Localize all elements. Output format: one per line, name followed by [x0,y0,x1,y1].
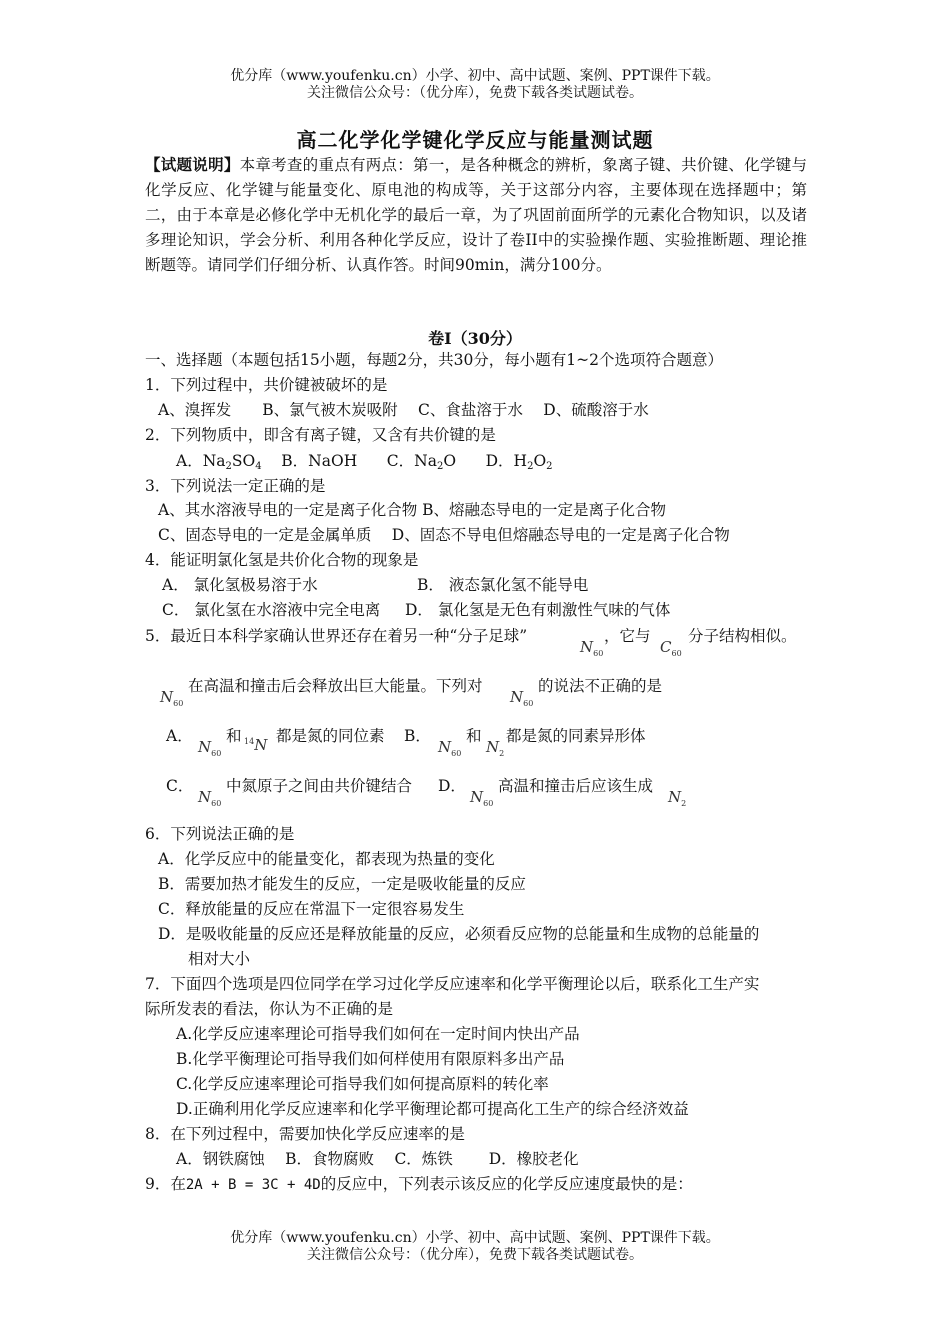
q5-a-n14: $^{14}$N [244,736,268,754]
q5-b-label: B． [404,727,431,745]
q6-option-d-2: 相对大小 [188,950,251,968]
q5-a-end: 都是氮的同位素 [276,727,385,745]
q8-stem: 8．在下列过程中，需要加快化学反应速率的是 [145,1125,465,1143]
footer-line-1: 优分库（www.youfenku.cn）小学、初中、高中试题、案例、PPT课件下载。 [230,1230,720,1246]
q5-c-label: C． [166,777,194,795]
q5-c-n60: $N_{60}$ [198,788,222,808]
q5-a-mid: 和 [226,727,242,745]
page-header [0,68,950,102]
q7-option-c: C.化学反应速率理论可指导我们如何提高原料的转化率 [176,1075,549,1093]
q6-stem: 6．下列说法正确的是 [145,825,295,843]
q1-stem: 1．下列过程中，共价键被破坏的是 [145,376,388,394]
q4-option-d: D． 氯化氢是无色有刺激性气味的气体 [405,601,671,619]
q5-line2-a: 在高温和撞击后会释放出巨大能量。下列对 [188,677,483,695]
q5-d-label: D． [438,777,466,795]
q5-formula-c60: $C_{60}$ [660,638,682,658]
q6-option-d-1: D．是吸收能量的反应还是释放能量的反应，必须看反应物的总能量和生成物的总能量的 [158,925,760,943]
header-line-1: 优分库（www.youfenku.cn）小学、初中、高中试题、案例、PPT课件下载。 [230,68,720,84]
q3-stem: 3．下列说法一定正确的是 [145,477,326,495]
q2-option-a: A．$Na_2SO_4$ [176,452,262,472]
q6-option-a: A．化学反应中的能量变化，都表现为热量的变化 [158,850,495,868]
q5-formula-n60-3: $N_{60}$ [510,688,534,708]
footer-line-2: 关注微信公众号：（优分库），免费下载各类试题试卷。 [307,1247,643,1263]
q4-option-c: C． 氯化氢在水溶液中完全电离 [162,601,381,619]
q5-stem-a: 5．最近日本科学家确认世界还存在着另一种“分子足球” [145,627,528,645]
q6-option-b: B．需要加热才能发生的反应，一定是吸收能量的反应 [158,875,526,893]
q5-line2-b: 的说法不正确的是 [538,677,663,695]
q5-stem-b: ，它与 [604,627,651,645]
q5-c-end: 中氮原子之间由共价键结合 [226,777,413,795]
q4-option-a: A． 氯化氢极易溶于水 [162,576,318,594]
q2-option-b: B．NaOH [281,452,358,470]
header-line-2: 关注微信公众号：（优分库），免费下载各类试题试卷。 [307,85,643,101]
q5-d-end: 高温和撞击后应该生成 [498,777,654,795]
document-title: 高二化学化学键化学反应与能量测试题 [296,128,654,152]
q2-option-c: C．$Na_2O$ [386,452,457,472]
q4-stem: 4．能证明氯化氢是共价化合物的现象是 [145,551,419,569]
q3-line-2: C、固态导电的一定是金属单质 D、固态不导电但熔融态导电的一定是离子化合物 [158,526,730,544]
q7-option-d: D.正确利用化学反应速率和化学平衡理论都可提高化工生产的综合经济效益 [176,1100,689,1118]
q2-options [176,451,553,477]
q5-a-n60: $N_{60}$ [198,738,222,758]
q5-b-n2: $N_2$ [486,738,505,758]
q7-option-b: B.化学平衡理论可指导我们如何样使用有限原料多出产品 [176,1050,565,1068]
q3-line-1: A、其水溶液导电的一定是离子化合物 B、熔融态导电的一定是离子化合物 [158,501,667,519]
q6-option-c: C．释放能量的反应在常温下一定很容易发生 [158,900,465,918]
q9-stem: 9．在2A + B = 3C + 4D的反应中，下列表示该反应的化学反应速度最快的是： [145,1175,693,1193]
q5-stem-c: 分子结构相似。 [688,627,797,645]
q5-formula-n60-2: $N_{60}$ [160,688,184,708]
q5-d-n60: $N_{60}$ [470,788,494,808]
instructions: 一、选择题（本题包括15小题，每题2分，共30分，每小题有1~2个选项符合题意） [145,351,724,369]
q5-b-end: 都是氮的同素异形体 [506,727,646,745]
q8-options: A．钢铁腐蚀 B．食物腐败 C．炼铁 D．橡胶老化 [176,1150,579,1168]
q7-stem-1: 7．下面四个选项是四位同学在学习过化学反应速率和化学平衡理论以后，联系化工生产实 [145,975,760,993]
intro-paragraph [145,152,807,278]
q9-equation: 2A + B = 3C + 4D [185,1177,321,1193]
q7-option-a: A.化学反应速率理论可指导我们如何在一定时间内快出产品 [176,1025,580,1043]
section-title: 卷I（30分） [428,329,522,348]
q2-stem: 2．下列物质中，即含有离子键，又含有共价键的是 [145,426,496,444]
q5-b-mid: 和 [466,727,482,745]
q5-formula-n60: $N_{60}$ [580,638,604,658]
q2-option-d: D．$H_2O_2$ [485,452,553,472]
q5-d-n2: $N_2$ [668,788,687,808]
page-footer [0,1230,950,1264]
intro-text: 本章考查的重点有两点：第一，是各种概念的辨析，象离子键、共价键、化学键与化学反应、化学键与能量变化、原电池的构成等，关于这部分内容，主要体现在选择题中；第二，由于本章是必修化学中无机化学的最后一章，为了巩固前面所学的元素化合物知识，以及诸多理论知识，学会分析、利用各种化学反应，设计了卷II中的实验操作题、实验推断题、理论推断题等。请同学们仔细分析、认真作答。时间90min，满分100分。 [145,156,807,274]
q5-b-n60: $N_{60}$ [438,738,462,758]
q4-option-b: B． 液态氯化氢不能导电 [417,576,589,594]
q7-stem-2: 际所发表的看法，你认为不正确的是 [145,1000,394,1018]
intro-label: 【试题说明】 [145,155,240,174]
q5-a-label: A． [166,727,193,745]
q1-options: A、溴挥发 B、氯气被木炭吸附 C、食盐溶于水 D、硫酸溶于水 [158,401,649,419]
